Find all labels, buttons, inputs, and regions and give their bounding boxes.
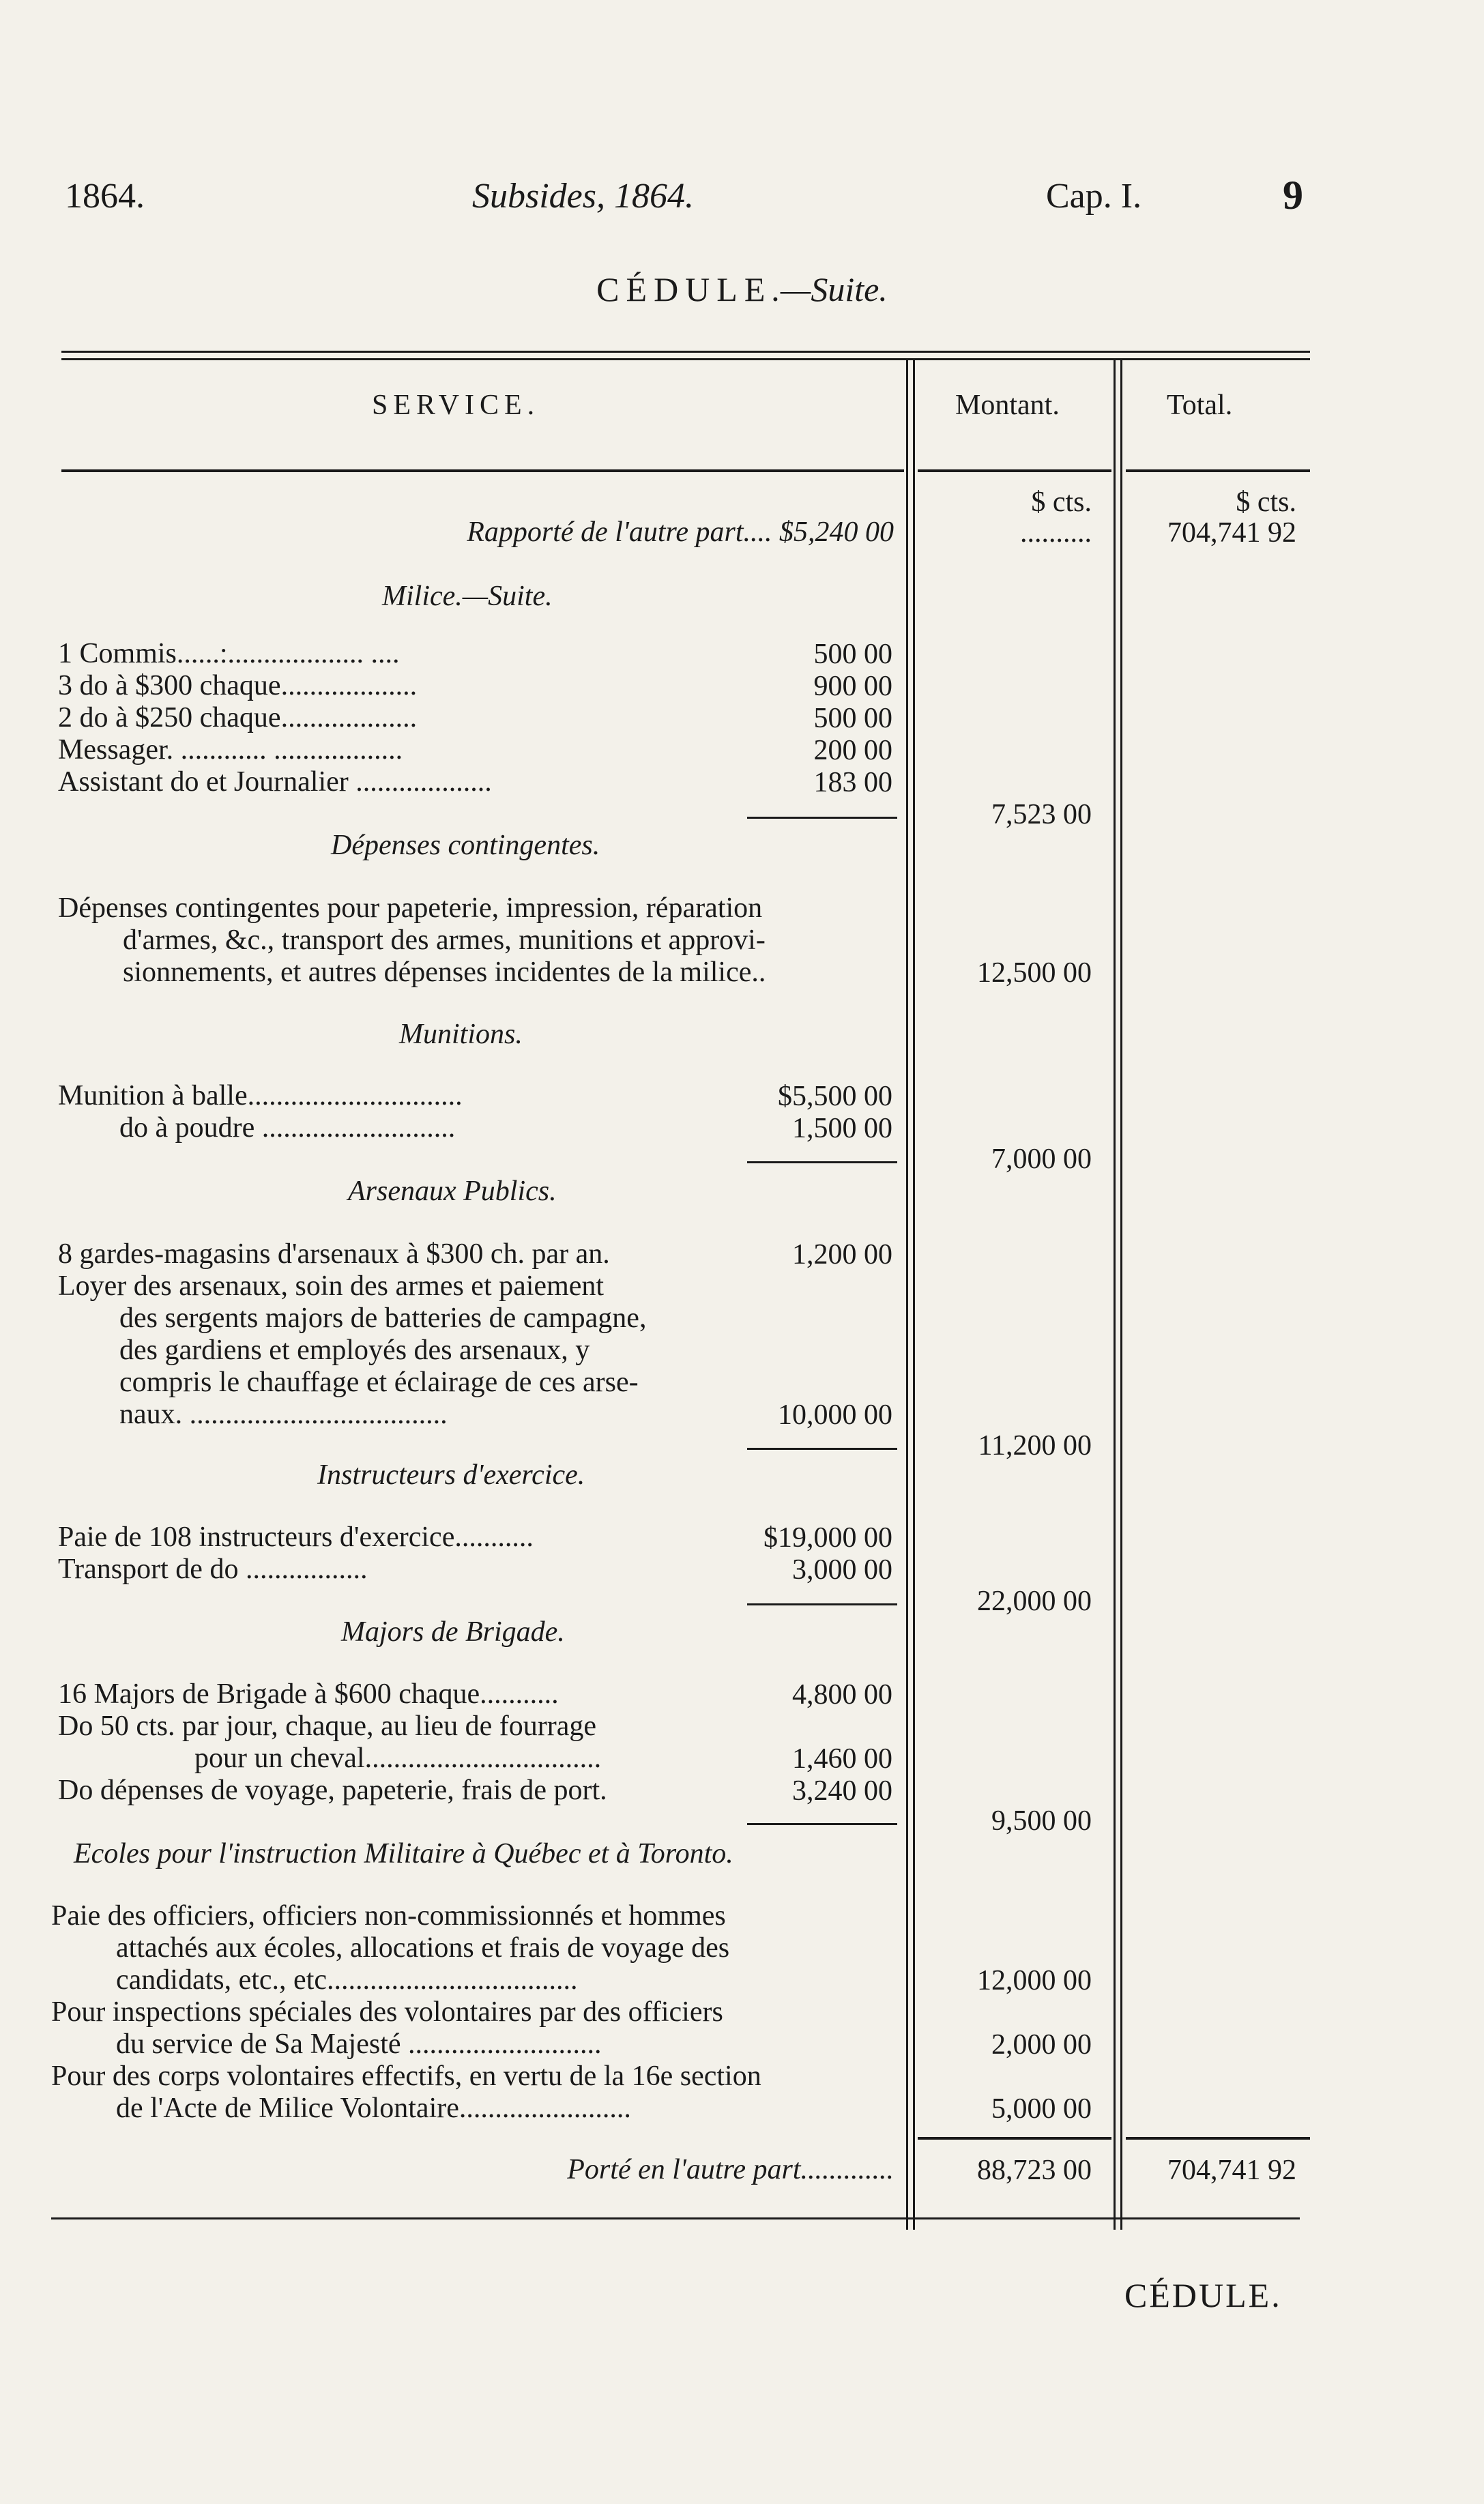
milice-row-amount: 200 00 [813,735,892,766]
arsenaux-line: des sergents majors de batteries de campagne, [119,1302,647,1334]
milice-row-amount: 500 00 [813,703,892,734]
arsenaux-row1-amount: 1,200 00 [792,1239,892,1270]
schedule-title [0,270,1484,309]
table-top-rule-2 [61,358,1310,360]
section-heading-instructeurs: Instructeurs d'exercice. [317,1459,585,1491]
subtotal-rule [747,817,897,819]
header-rule-total [1126,469,1310,472]
header-cap: Cap. I. [1046,177,1142,216]
milice-row-label: 3 do à $300 chaque................... [58,670,418,701]
col-divider-1a [906,360,908,2230]
column-header-service: SERVICE. [372,390,540,421]
ecoles-item2-line: du service de Sa Majesté ........................... [116,2028,602,2060]
montant-units: $ cts. [1031,486,1092,518]
milice-row-label: 1 Commis......:................... .... [58,638,400,669]
contingentes-line: Dépenses contingentes pour papeterie, impression, réparation [58,892,763,924]
instructeurs-row-label: Transport de do ................. [58,1554,368,1585]
majors-row2-line1: Do 50 cts. par jour, chaque, au lieu de fourrage [58,1710,597,1742]
munitions-row-amount: $5,500 00 [778,1081,892,1112]
instructeurs-row-amount: $19,000 00 [763,1522,892,1554]
col-divider-1b [913,360,915,2230]
section-heading-milice: Milice.—Suite. [382,581,553,612]
header-rule-montant [918,469,1111,472]
carried-in-label: Rapporté de l'autre part.... $5,240 00 [467,516,894,548]
instructeurs-row-label: Paie de 108 instructeurs d'exercice........... [58,1522,534,1553]
milice-row-label: Assistant do et Journalier ................... [58,766,492,798]
majors-subtotal: 9,500 00 [991,1805,1092,1837]
majors-row2-line2: pour un cheval................................. [194,1743,602,1774]
montant-total-rule [918,2137,1111,2140]
instructeurs-row-amount: 3,000 00 [792,1554,892,1586]
ecoles-item2-amount: 2,000 00 [991,2029,1092,2061]
milice-row-amount: 500 00 [813,639,892,670]
milice-row-label: Messager. ............ .................. [58,734,403,766]
contingentes-line: d'armes, &c., transport des armes, munitions et approvi- [123,925,766,956]
majors-row1-label: 16 Majors de Brigade à $600 chaque........... [58,1678,559,1710]
ecoles-item1-line: Paie des officiers, officiers non-commissionnés et hommes [51,1900,726,1932]
arsenaux-line: Loyer des arsenaux, soin des armes et paiement [58,1270,605,1302]
ecoles-item3-line: Pour des corps volontaires effectifs, en vertu de la 16e section [51,2061,761,2092]
header-rule-service [61,469,904,472]
col-divider-2a [1114,360,1116,2230]
milice-row-amount: 900 00 [813,671,892,702]
contingentes-line: sionnements, et autres dépenses incidentes de la milice.. [123,957,766,988]
instructeurs-subtotal: 22,000 00 [977,1586,1092,1617]
ecoles-item1-amount: 12,000 00 [977,1965,1092,1996]
arsenaux-subtotal: 11,200 00 [978,1430,1092,1461]
ecoles-item2-line: Pour inspections spéciales des volontaires par des officiers [51,1996,723,2028]
arsenaux-row1-label: 8 gardes-magasins d'arsenaux à $300 ch. par an. [58,1238,610,1270]
header-year: 1864. [65,177,145,216]
subtotal-rule [747,1823,897,1825]
munitions-row-label: Munition à balle.............................. [58,1080,463,1111]
subtotal-rule [747,1603,897,1605]
majors-row1-amount: 4,800 00 [792,1679,892,1710]
arsenaux-row2-amount: 10,000 00 [778,1399,892,1431]
total-units: $ cts. [1236,486,1296,518]
header-title: Subsides, 1864. [472,177,694,216]
majors-row2-amount: 1,460 00 [792,1743,892,1775]
column-header-montant: Montant. [955,390,1060,421]
ecoles-item1-line: candidats, etc., etc................................... [116,1964,578,1996]
section-heading-ecoles: Ecoles pour l'instruction Militaire à Québec et à Toronto. [74,1838,733,1869]
section-heading-munitions: Munitions. [399,1019,523,1050]
carried-out-total: 704,741 92 [1167,2155,1296,2186]
schedule-title-text: CÉDULE [596,270,772,308]
ecoles-item3-line: de l'Acte de Milice Volontaire........................ [116,2093,631,2124]
munitions-row-label: do à poudre ........................... [119,1112,456,1144]
contingentes-subtotal: 12,500 00 [977,957,1092,989]
arsenaux-line: compris le chauffage et éclairage de ces arse- [119,1367,639,1398]
ecoles-item1-line: attachés aux écoles, allocations et frais de voyage des [116,1932,730,1964]
carried-out-montant: 88,723 00 [977,2155,1092,2186]
page-number: 9 [1283,173,1303,218]
column-header-total: Total. [1167,390,1233,421]
section-heading-contingentes: Dépenses contingentes. [331,830,600,861]
milice-row-amount: 183 00 [813,767,892,798]
carried-in-montant: .......... [1020,517,1092,549]
milice-row-label: 2 do à $250 chaque................... [58,702,418,733]
subtotal-rule [747,1161,897,1163]
milice-subtotal: 7,523 00 [991,799,1092,830]
subtotal-rule [747,1448,897,1450]
arsenaux-line: des gardiens et employés des arsenaux, y [119,1335,590,1366]
table-bottom-rule [51,2217,1300,2219]
majors-row3-label: Do dépenses de voyage, papeterie, frais de port. [58,1775,607,1806]
section-heading-majors: Majors de Brigade. [341,1616,565,1648]
total-total-rule [1126,2137,1310,2140]
schedule-title-suite: .—Suite. [772,270,888,308]
footer-catchword: CÉDULE. [1124,2276,1282,2314]
arsenaux-line: naux. .................................... [119,1399,448,1430]
carried-out-label: Porté en l'autre part............. [567,2154,894,2185]
col-divider-2b [1120,360,1122,2230]
ecoles-item3-amount: 5,000 00 [991,2093,1092,2125]
carried-in-total: 704,741 92 [1167,517,1296,549]
munitions-subtotal: 7,000 00 [991,1144,1092,1175]
munitions-row-amount: 1,500 00 [792,1113,892,1144]
majors-row3-amount: 3,240 00 [792,1775,892,1807]
section-heading-arsenaux: Arsenaux Publics. [348,1176,557,1207]
table-top-rule-1 [61,351,1310,353]
